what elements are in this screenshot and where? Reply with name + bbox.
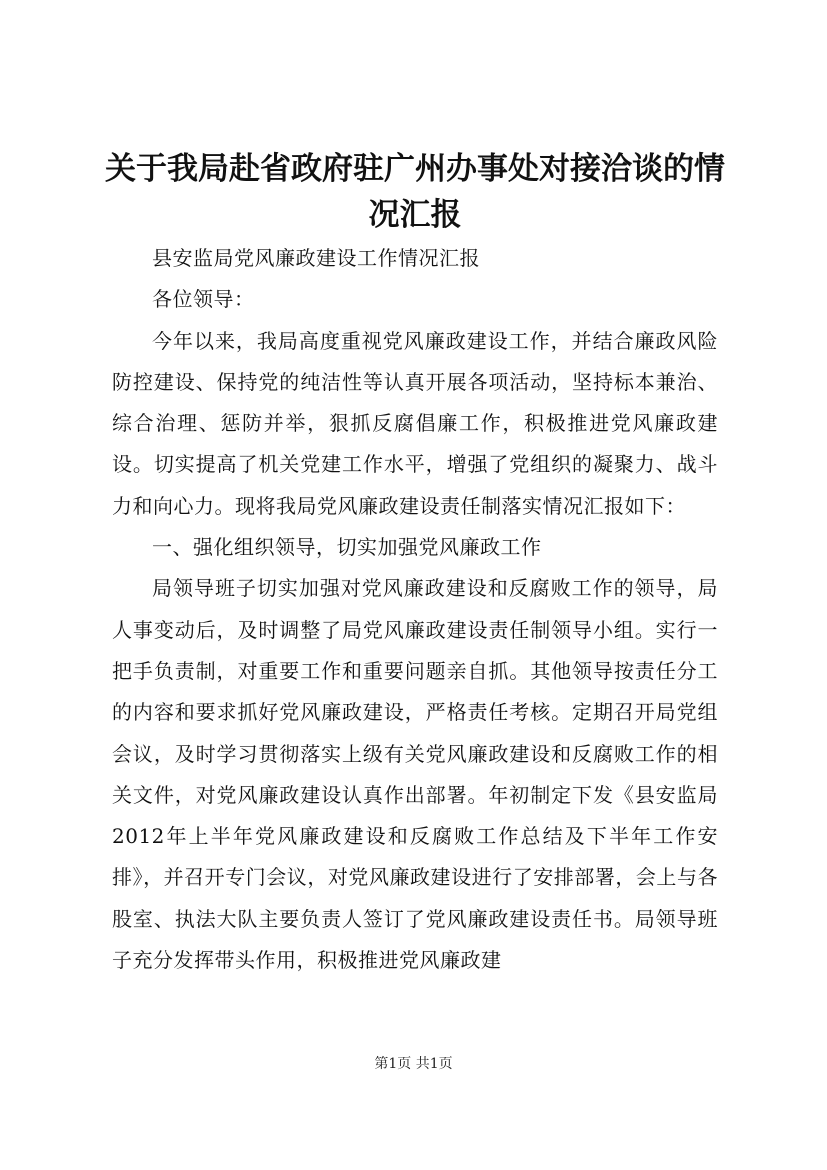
document-body — [112, 238, 718, 981]
section-heading: 一、强化组织领导，切实加强党风廉政工作 — [152, 535, 542, 560]
intro-paragraph: 今年以来，我局高度重视党风廉政建设工作，并结合廉政风险防控建设、保持党的纯洁性等认真开展各项活动，坚持标本兼治、综合治理、惩防并举，狠抓反腐倡廉工作，积极推进党风廉政建设。切实提高了机关党建工作水平，增强了党组织的凝聚力、战斗力和向心力。现将我局党风廉政建设责任制落实情况汇报如下： — [112, 328, 718, 518]
section-paragraph: 局领导班子切实加强对党风廉政建设和反腐败工作的领导，局人事变动后，及时调整了局党风廉政建设责任制领导小组。实行一把手负责制，对重要工作和重要问题亲自抓。其他领导按责任分工的内容和要求抓好党风廉政建设，严格责任考核。定期召开局党组会议，及时学习贯彻落实上级有关党风廉政建设和反腐败工作的相关文件，对党风廉政建设认真作出部署。年初制定下发《县安监局2012年上半年党风廉政建设和反腐败工作总结及下半年工作安排》，并召开专门会议，对党风廉政建设进行了安排部署，会上与各股室、执法大队主要负责人签订了党风廉政建设责任书。局领导班子充分发挥带头作用，积极推进党风廉政建 — [112, 576, 718, 973]
subtitle-paragraph: 县安监局党风廉政建设工作情况汇报 — [152, 246, 480, 270]
page-number: 第1页 共1页 — [374, 1056, 453, 1072]
document-title: 关于我局赴省政府驻广州办事处对接洽谈的情况汇报 — [105, 151, 725, 233]
salutation-paragraph: 各位领导： — [152, 287, 255, 312]
